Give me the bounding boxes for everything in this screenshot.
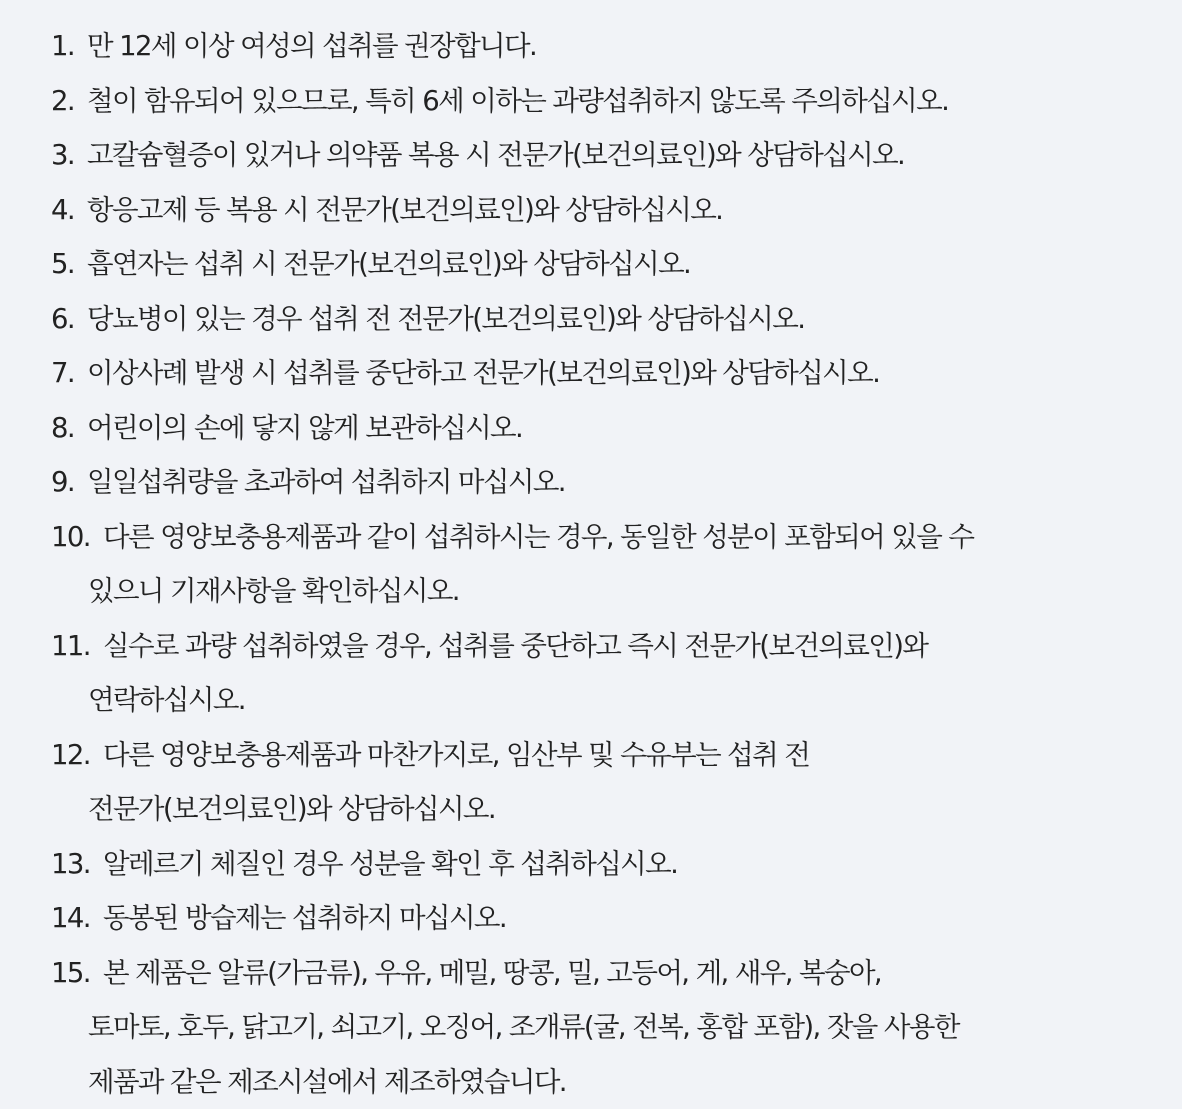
item-text-continued: 있으니 기재사항을 확인하십시오. [88,564,1160,619]
item-number: 1. [51,19,74,74]
precaution-item-2 [0,74,1160,129]
item-text: 동봉된 방습제는 섭취하지 마십시오. [103,891,1160,946]
item-text: 만 12세 이상 여성의 섭취를 권장합니다. [87,19,1160,74]
item-text: 항응고제 등 복용 시 전문가(보건의료인)와 상담하십시오. [87,183,1160,238]
precaution-item-13 [0,837,1160,892]
precaution-item-6 [0,292,1160,347]
item-text: 고칼슘혈증이 있거나 의약품 복용 시 전문가(보건의료인)와 상담하십시오. [87,128,1160,183]
item-text: 일일섭취량을 초과하여 섭취하지 마십시오. [87,455,1160,510]
item-text: 다른 영양보충용제품과 마찬가지로, 임산부 및 수유부는 섭취 전 [103,728,1160,783]
precaution-item-14 [0,891,1160,946]
item-text-continued: 전문가(보건의료인)와 상담하십시오. [88,782,1160,837]
precaution-item-1 [0,19,1160,74]
precaution-item-9 [0,455,1160,510]
item-text: 다른 영양보충용제품과 같이 섭취하시는 경우, 동일한 성분이 포함되어 있을 수 [103,510,1160,565]
precaution-item-7 [0,346,1160,401]
item-text: 흡연자는 섭취 시 전문가(보건의료인)와 상담하십시오. [87,237,1160,292]
item-number: 9. [51,455,74,510]
precaution-item-5 [0,237,1160,292]
item-number: 10. [51,510,90,565]
item-text: 실수로 과량 섭취하였을 경우, 섭취를 중단하고 즉시 전문가(보건의료인)와 [103,619,1160,674]
precaution-item-10 [0,510,1160,619]
item-number: 7. [51,346,74,401]
precaution-item-11 [0,619,1160,728]
item-text-continued: 연락하십시오. [88,673,1160,728]
item-text: 철이 함유되어 있으므로, 특히 6세 이하는 과량섭취하지 않도록 주의하십시오. [87,74,1160,129]
item-text: 이상사례 발생 시 섭취를 중단하고 전문가(보건의료인)와 상담하십시오. [87,346,1160,401]
precaution-item-4 [0,183,1160,238]
item-text-continued: 토마토, 호두, 닭고기, 쇠고기, 오징어, 조개류(굴, 전복, 홍합 포함), 잣을 사용한 [88,1000,1160,1055]
item-number: 4. [51,183,74,238]
item-text: 알레르기 체질인 경우 성분을 확인 후 섭취하십시오. [103,837,1160,892]
item-text: 당뇨병이 있는 경우 섭취 전 전문가(보건의료인)와 상담하십시오. [87,292,1160,347]
item-text-continued: 제품과 같은 제조시설에서 제조하였습니다. [88,1055,1160,1109]
item-number: 14. [51,891,90,946]
item-number: 2. [51,74,74,129]
precaution-item-15 [0,946,1160,1109]
item-text: 본 제품은 알류(가금류), 우유, 메밀, 땅콩, 밀, 고등어, 게, 새우, 복숭아, [103,946,1160,1001]
item-number: 15. [51,946,90,1001]
item-text: 어린이의 손에 닿지 않게 보관하십시오. [87,401,1160,456]
precaution-item-8 [0,401,1160,456]
item-number: 3. [51,128,74,183]
precaution-item-12 [0,728,1160,837]
item-number: 8. [51,401,74,456]
item-number: 13. [51,837,90,892]
precaution-item-3 [0,128,1160,183]
item-number: 11. [51,619,90,674]
item-number: 6. [51,292,74,347]
item-number: 12. [51,728,90,783]
item-number: 5. [51,237,74,292]
